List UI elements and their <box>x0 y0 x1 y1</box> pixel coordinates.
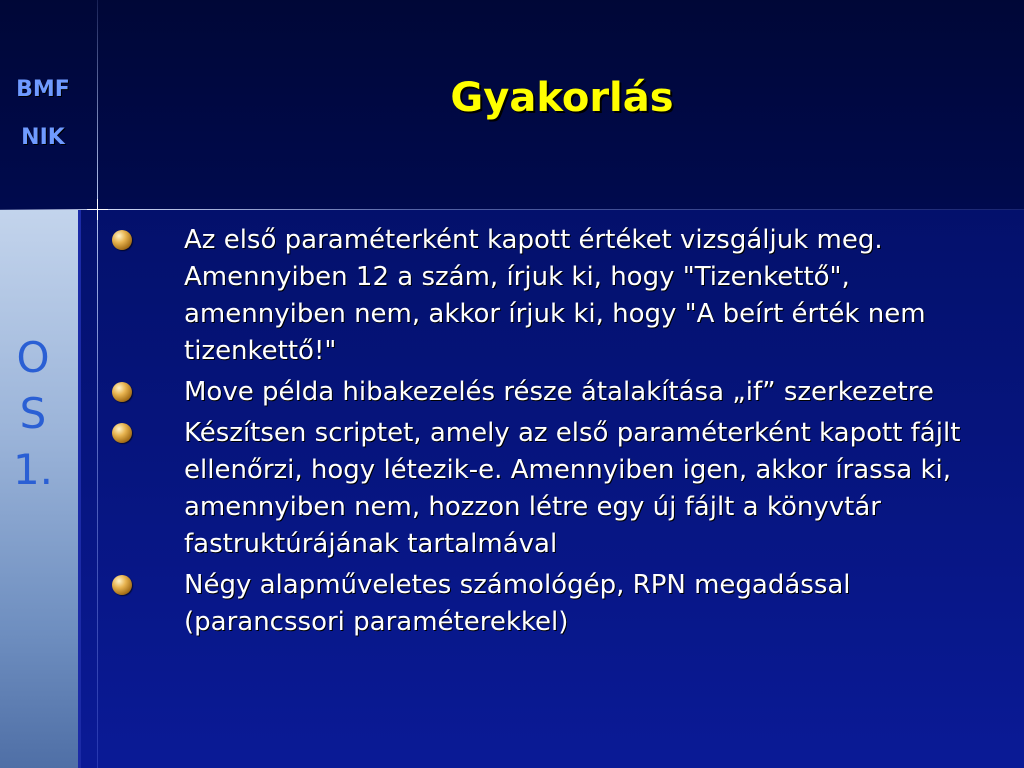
bullet-item <box>112 374 1012 411</box>
gold-sphere-bullet-icon <box>112 423 132 443</box>
bullet-item <box>112 567 1012 641</box>
logo-line-bmf: BMF <box>16 77 70 102</box>
logo-line-nik: NIK <box>21 125 65 150</box>
bullet-text: Az első paraméterként kapott értéket vizsgáljuk meg. Amennyiben 12 a szám, írjuk ki, hogy "Tizenkettő", amennyiben nem, akkor írjuk ki, hogy "A beírt érték nem tizenkettő!" <box>184 225 926 366</box>
horizontal-divider-line <box>0 209 1024 210</box>
logo <box>0 66 86 162</box>
bullet-text: Négy alapműveletes számológép, RPN megadással (parancssori paraméterekkel) <box>184 570 851 637</box>
gold-sphere-bullet-icon <box>112 575 132 595</box>
side-label <box>0 330 66 498</box>
bullet-list <box>112 222 1012 645</box>
side-label-char: 1. <box>12 445 54 494</box>
gold-sphere-bullet-icon <box>112 382 132 402</box>
bullet-text: Készítsen scriptet, amely az első paraméterként kapott fájlt ellenőrzi, hogy létezik-e. Amennyiben igen, akkor írassa ki, amennyiben nem, hozzon létre egy új fájlt a könyvtár fastruktúrájának tartalmával <box>184 418 961 559</box>
bullet-text: Move példa hibakezelés része átalakítása „if” szerkezetre <box>184 377 934 407</box>
bullet-item <box>112 415 1012 563</box>
sparkle-icon <box>87 199 108 220</box>
gold-sphere-bullet-icon <box>112 230 132 250</box>
slide-title: Gyakorlás <box>450 75 674 121</box>
bullet-item <box>112 222 1012 370</box>
vertical-divider-line <box>97 0 98 768</box>
left-strip-edge <box>78 210 81 768</box>
side-label-char: S <box>19 389 47 438</box>
side-label-char: O <box>16 333 50 382</box>
